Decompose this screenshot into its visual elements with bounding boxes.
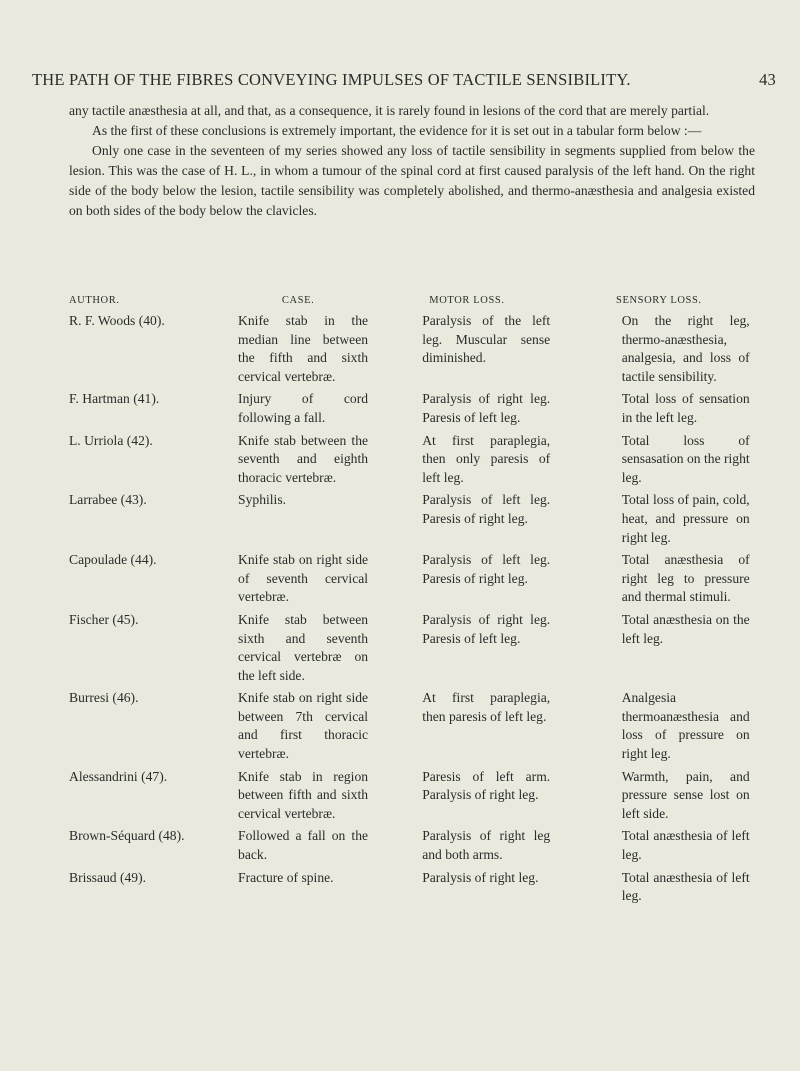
motor-loss-cell <box>375 551 559 611</box>
case-cell-text: Injury of cord following a fall. <box>238 391 369 425</box>
case-cell-text: Knife stab between the seventh and eighth thoracic vertebræ. <box>238 432 369 485</box>
case-cell-text: Followed a fall on the back. <box>238 828 369 863</box>
case-cell-text: Knife stab in the median line between the fifth and sixth cervical vertebræ. <box>238 313 369 384</box>
author-cell: Larrabee (43). <box>69 492 147 508</box>
motor-loss-cell-text: Paralysis of right leg and both arms. <box>422 828 551 863</box>
author-cell: Burresi (46). <box>69 690 139 706</box>
case-cell <box>221 551 375 611</box>
motor-loss-cell <box>375 827 559 868</box>
case-cell <box>221 491 375 551</box>
sensory-loss-cell-text: Total anæsthesia of left leg. <box>621 869 750 904</box>
sensory-loss-cell-text: Total loss of sensasation on the right leg. <box>621 432 750 485</box>
sensory-loss-cell-text: On the right leg, thermo-anæsthesia, analgesia, and loss of tactile sensibility. <box>621 313 750 384</box>
motor-loss-cell <box>375 869 559 910</box>
author-cell: R. F. Woods (40). <box>69 313 165 328</box>
sensory-loss-cell <box>559 611 759 689</box>
motor-loss-cell <box>375 689 559 767</box>
running-title: THE PATH OF THE FIBRES CONVEYING IMPULSES OF TACTILE SENSIBILITY. <box>32 70 631 89</box>
sensory-loss-cell <box>559 827 759 868</box>
motor-loss-cell-text: Paralysis of left leg. Paresis of right leg. <box>422 492 551 526</box>
author-cell: Brown-Séquard (48). <box>69 828 185 844</box>
sensory-loss-cell <box>559 432 759 492</box>
motor-loss-cell-text: Paresis of left arm. Paralysis of right leg. <box>422 768 551 803</box>
case-cell-text: Knife stab in region between fifth and sixth cervical vertebræ. <box>238 768 369 821</box>
motor-loss-cell-text: Paralysis of the left leg. Muscular sense diminished. <box>422 313 551 366</box>
sensory-loss-cell <box>559 869 759 910</box>
author-cell: Brissaud (49). <box>69 869 147 885</box>
table-row <box>69 768 759 828</box>
sensory-loss-cell-text: Analgesia thermoanæsthesia and loss of pressure on right leg. <box>621 690 750 762</box>
sensory-loss-cell-text: Total loss of sensation in the left leg. <box>621 391 750 425</box>
motor-loss-cell-text: Paralysis of right leg. <box>422 869 539 885</box>
sensory-loss-cell <box>559 768 759 828</box>
running-header <box>32 70 776 90</box>
case-cell-text: Knife stab between sixth and seventh cervical vertebræ on the left side. <box>238 611 369 683</box>
case-cell <box>221 312 375 390</box>
motor-loss-cell <box>375 491 559 551</box>
case-cell-text: Fracture of spine. <box>238 869 334 885</box>
case-cell <box>221 827 375 868</box>
case-cell <box>221 768 375 828</box>
sensory-loss-cell-text: Total anæsthesia of left leg. <box>621 828 750 863</box>
table-header-row <box>69 292 759 312</box>
paragraph: Only one case in the seventeen of my series showed any loss of tactile sensibility in segments supplied from below the lesion. This was the case of H. L., in whom a tumour of the spinal cord at first caused paralysis of the left hand. On the right side of the body below the lesion, tactile sensibility was completely abolished, and thermo-anæsthesia and analgesia existed on both sides of the body below the clavicles. <box>69 143 755 218</box>
table-row <box>69 869 759 910</box>
table-row <box>69 689 759 767</box>
case-table <box>69 292 759 910</box>
table-row <box>69 827 759 868</box>
motor-loss-cell-text: Paralysis of left leg. Paresis of right leg. <box>422 552 551 586</box>
sensory-loss-cell <box>559 551 759 611</box>
case-cell-text: Knife stab on right side of seventh cervical vertebræ. <box>238 552 369 605</box>
body-text <box>69 101 755 221</box>
author-cell: L. Urriola (42). <box>69 432 153 448</box>
case-cell <box>221 611 375 689</box>
sensory-loss-cell-text: Total anæsthesia of right leg to pressure and thermal stimuli. <box>621 552 750 605</box>
author-cell: Capoulade (44). <box>69 552 157 568</box>
sensory-loss-cell <box>559 491 759 551</box>
table-row <box>69 312 759 390</box>
header-sensory-loss: SENSORY LOSS. <box>616 295 702 306</box>
sensory-loss-cell <box>559 312 759 390</box>
table-row <box>69 611 759 689</box>
case-cell-text: Syphilis. <box>238 492 287 508</box>
sensory-loss-cell <box>559 689 759 767</box>
page-number: 43 <box>759 70 776 89</box>
header-motor-loss: MOTOR LOSS. <box>429 295 505 306</box>
case-cell-text: Knife stab on right side between 7th cervical and first thoracic vertebræ. <box>238 690 369 762</box>
table-row <box>69 491 759 551</box>
motor-loss-cell <box>375 768 559 828</box>
paragraph: As the first of these conclusions is extremely important, the evidence for it is set out in a tabular form below :— <box>92 123 702 138</box>
author-cell: F. Hartman (41). <box>69 391 160 407</box>
table-row <box>69 390 759 431</box>
sensory-loss-cell-text: Total anæsthesia on the left leg. <box>621 611 750 646</box>
motor-loss-cell-text: At first paraplegia, then paresis of left leg. <box>422 690 551 724</box>
motor-loss-cell-text: Paralysis of right leg. Paresis of left leg. <box>422 391 551 425</box>
author-cell: Fischer (45). <box>69 611 139 627</box>
motor-loss-cell <box>375 611 559 689</box>
motor-loss-cell-text: Paralysis of right leg. Paresis of left leg. <box>422 611 551 646</box>
table-row <box>69 432 759 492</box>
header-author: AUTHOR. <box>69 295 120 306</box>
sensory-loss-cell-text: Warmth, pain, and pressure sense lost on left side. <box>621 768 750 821</box>
sensory-loss-cell <box>559 390 759 431</box>
motor-loss-cell <box>375 312 559 390</box>
case-cell <box>221 432 375 492</box>
case-cell <box>221 689 375 767</box>
table-row <box>69 551 759 611</box>
author-cell: Alessandrini (47). <box>69 768 168 784</box>
motor-loss-cell-text: At first paraplegia, then only paresis of left leg. <box>422 432 551 485</box>
motor-loss-cell <box>375 390 559 431</box>
motor-loss-cell <box>375 432 559 492</box>
header-case: CASE. <box>281 295 315 306</box>
case-cell <box>221 869 375 910</box>
sensory-loss-cell-text: Total loss of pain, cold, heat, and pressure on right leg. <box>621 492 750 545</box>
case-cell <box>221 390 375 431</box>
paragraph: any tactile anæsthesia at all, and that, as a consequence, it is rarely found in lesions of the cord that are merely partial. <box>69 103 710 118</box>
